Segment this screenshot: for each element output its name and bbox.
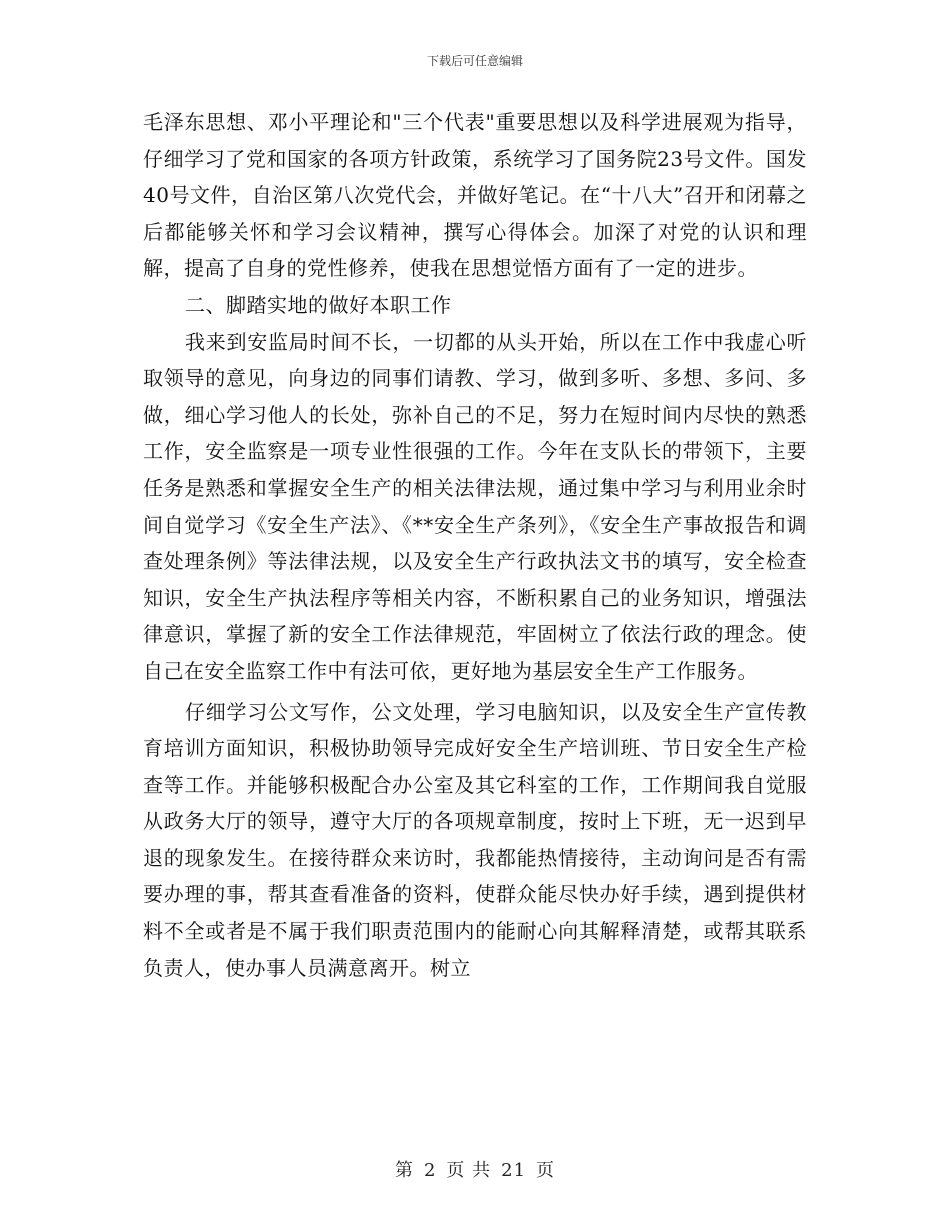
paragraph-2: 我来到安监局时间不长，一切都的从头开始，所以在工作中我虚心听取领导的意见，向身边的同事们请教、学习，做到多听、多想、多问、多做，细心学习他人的长处，弥补自己的不足，努力在短时间内尽快的熟悉工作，安全监察是一项专业性很强的工作。今年在支队长的带领下，主要任务是熟悉和掌握安全生产的相关法律法规，通过集中学习与利用业余时间自觉学习《安全生产法》、《**安全生产条列》，《安全生产事故报告和调查处理条例》等法律法规，以及安全生产行政执法文书的填写，安全检查知识，安全生产执法程序等相关内容，不断积累自己的业务知识，增强法律意识，掌握了新的安全工作法律规范，牢固树立了依法行政的理念。使自己在安全监察工作中有法可依，更好地为基层安全生产工作服务。 [143, 329, 807, 683]
footer-prefix: 第 [394, 1160, 414, 1181]
page-header-note: 下载后可任意编辑 [426, 54, 523, 68]
footer-page-number: 2 [423, 1160, 437, 1181]
footer-suffix: 页 [536, 1160, 556, 1181]
paragraph-3: 仔细学习公文写作，公文处理，学习电脑知识，以及安全生产宣传教育培训方面知识，积极协助领导完成好安全生产培训班、节日安全生产检查等工作。并能够积极配合办公室及其它科室的工作，工作期间我自觉服从政务大厅的领导，遵守大厅的各项规章制度，按时上下班，无一迟到早退的现象发生。在接待群众来访时，我都能热情接待，主动询问是否有需要办理的事，帮其查看准备的资料，使群众能尽快办好手续，遇到提供材料不全或者是不属于我们职责范围内的能耐心向其解释清楚，或帮其联系负责人，使办事人员满意离开。树立 [143, 699, 807, 980]
section-heading: 二、脚踏实地的做好本职工作 [185, 292, 452, 317]
footer-middle: 页 共 [446, 1160, 492, 1181]
footer-total-pages: 21 [501, 1160, 527, 1181]
document-body [143, 104, 807, 986]
page-footer [0, 1156, 950, 1182]
paragraph-1: 毛泽东思想、邓小平理论和"三个代表"重要思想以及科学进展观为指导，仔细学习了党和国家的各项方针政策，系统学习了国务院23号文件。国发40号文件，自治区第八次党代会，并做好笔记。在“十八大”召开和闭幕之后都能够关怀和学习会议精神，撰写心得体会。加深了对党的认识和理解，提高了自身的党性修养，使我在思想觉悟方面有了一定的进步。 [143, 110, 807, 281]
